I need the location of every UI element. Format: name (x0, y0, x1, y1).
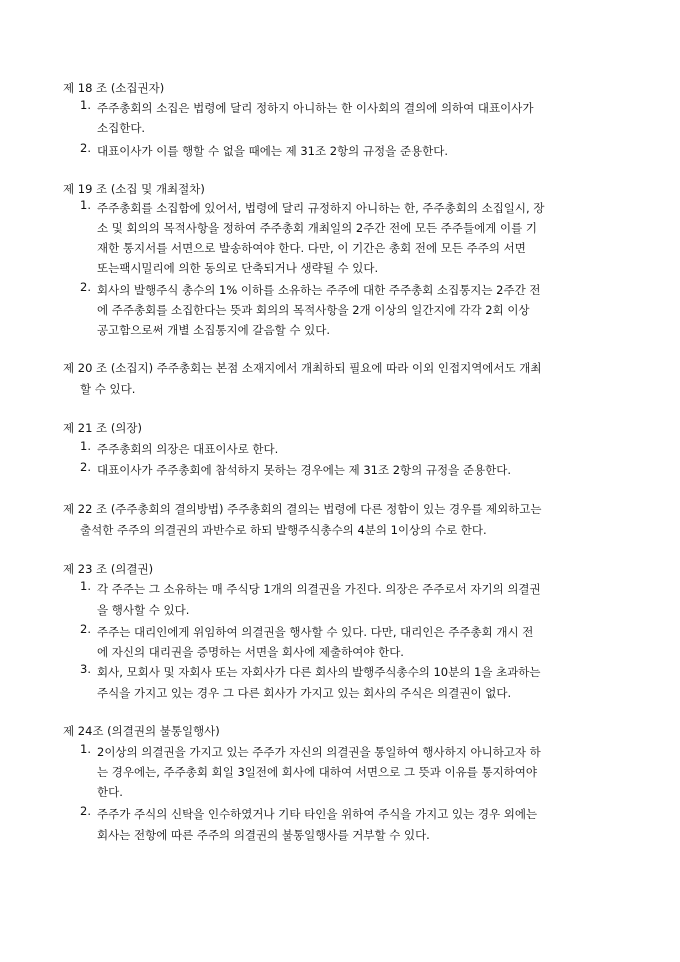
article-heading: 제 18 조 (소집권자) (63, 81, 165, 95)
article-heading: 제 21 조 (의장) (63, 421, 143, 435)
item-number: 2. (80, 280, 91, 294)
item-text: 주주총회의 소집은 법령에 달리 정하지 아니하는 한 이사회의 결의에 의하여 대표이사가 (97, 101, 534, 115)
item-text: 회사, 모회사 및 자회사 또는 자회사가 다른 회사의 발행주식총수의 10분의 1을 초과하는 (97, 665, 541, 679)
item-number: 1. (80, 579, 91, 593)
item-number: 3. (80, 662, 91, 676)
article-text: 할 수 있다. (80, 382, 136, 396)
item-number: 2. (80, 460, 91, 474)
item-text: 재한 통지서를 서면으로 발송하여야 한다. 다만, 이 기간은 총회 전에 모든 주주의 서면 (97, 241, 526, 255)
item-text: 공고함으로써 개별 소집통지에 갈음할 수 있다. (97, 323, 331, 337)
item-number: 1. (80, 198, 91, 212)
item-number: 2. (80, 804, 91, 818)
item-text: 대표이사가 주주총회에 참석하지 못하는 경우에는 제 31조 2항의 규정을 준용한다. (97, 463, 511, 477)
item-text: 을 행사할 수 있다. (97, 603, 190, 617)
article-text: 제 20 조 (소집지) 주주총회는 본점 소재지에서 개최하되 필요에 따라 이외 인접지역에서도 개최 (63, 361, 542, 375)
item-text: 2이상의 의결권을 가지고 있는 주주가 자신의 의결권을 통일하여 행사하지 아니하고자 하 (97, 745, 541, 759)
item-text: 에 자신의 대리권을 증명하는 서면을 회사에 제출하여야 한다. (97, 645, 404, 659)
item-text: 회사는 전항에 따른 주주의 의결권의 불통일행사를 거부할 수 있다. (97, 828, 430, 842)
item-text: 는 경우에는, 주주총회 회일 3일전에 회사에 대하여 서면으로 그 뜻과 이유를 통지하여야 (97, 765, 537, 779)
article-heading: 제 19 조 (소집 및 개최절차) (63, 182, 205, 196)
article-text: 제 22 조 (주주총회의 결의방법) 주주총회의 결의는 법령에 다른 정함이 있는 경우를 제외하고는 (63, 502, 542, 516)
article-heading: 제 23 조 (의결권) (63, 562, 154, 576)
item-text: 주주총회를 소집함에 있어서, 법령에 달리 규정하지 아니하는 한, 주주총회의 소집일시, 장 (97, 201, 545, 215)
item-text: 주식을 가지고 있는 경우 그 다른 회사가 가지고 있는 회사의 주식은 의결권이 없다. (97, 686, 512, 700)
item-text: 에 주주총회를 소집한다는 뜻과 회의의 목적사항을 2개 이상의 일간지에 각각 2회 이상 (97, 303, 530, 317)
item-text: 또는팩시밀리에 의한 동의로 단축되거나 생략될 수 있다. (97, 261, 379, 275)
item-number: 1. (80, 742, 91, 756)
item-text: 각 주주는 그 소유하는 매 주식당 1개의 의결권을 가진다. 의장은 주주로서 자기의 의결권 (97, 582, 541, 596)
item-text: 한다. (97, 785, 123, 799)
item-text: 소집한다. (97, 121, 146, 135)
item-text: 주주총회의 의장은 대표이사로 한다. (97, 442, 279, 456)
item-number: 1. (80, 439, 91, 453)
item-text: 주주가 주식의 신탁을 인수하였거나 기타 타인을 위하여 주식을 가지고 있는 경우 외에는 (97, 807, 538, 821)
item-number: 2. (80, 141, 91, 155)
item-number: 2. (80, 622, 91, 636)
article-text: 출석한 주주의 의결권의 과반수로 하되 발행주식총수의 4분의 1이상의 수로 한다. (80, 523, 487, 537)
item-text: 회사의 발행주식 총수의 1% 이하를 소유하는 주주에 대한 주주총회 소집통지는 2주간 전 (97, 283, 541, 297)
item-number: 1. (80, 98, 91, 112)
item-text: 소 및 회의의 목적사항을 정하여 주주총회 개최일의 2주간 전에 모든 주주들에게 이를 기 (97, 221, 537, 235)
item-text: 주주는 대리인에게 위임하여 의결권을 행사할 수 있다. 다만, 대리인은 주주총회 개시 전 (97, 625, 534, 639)
item-text: 대표이사가 이를 행할 수 없을 때에는 제 31조 2항의 규정을 준용한다. (97, 144, 448, 158)
article-heading: 제 24조 (의결권의 불통일행사) (63, 724, 220, 738)
